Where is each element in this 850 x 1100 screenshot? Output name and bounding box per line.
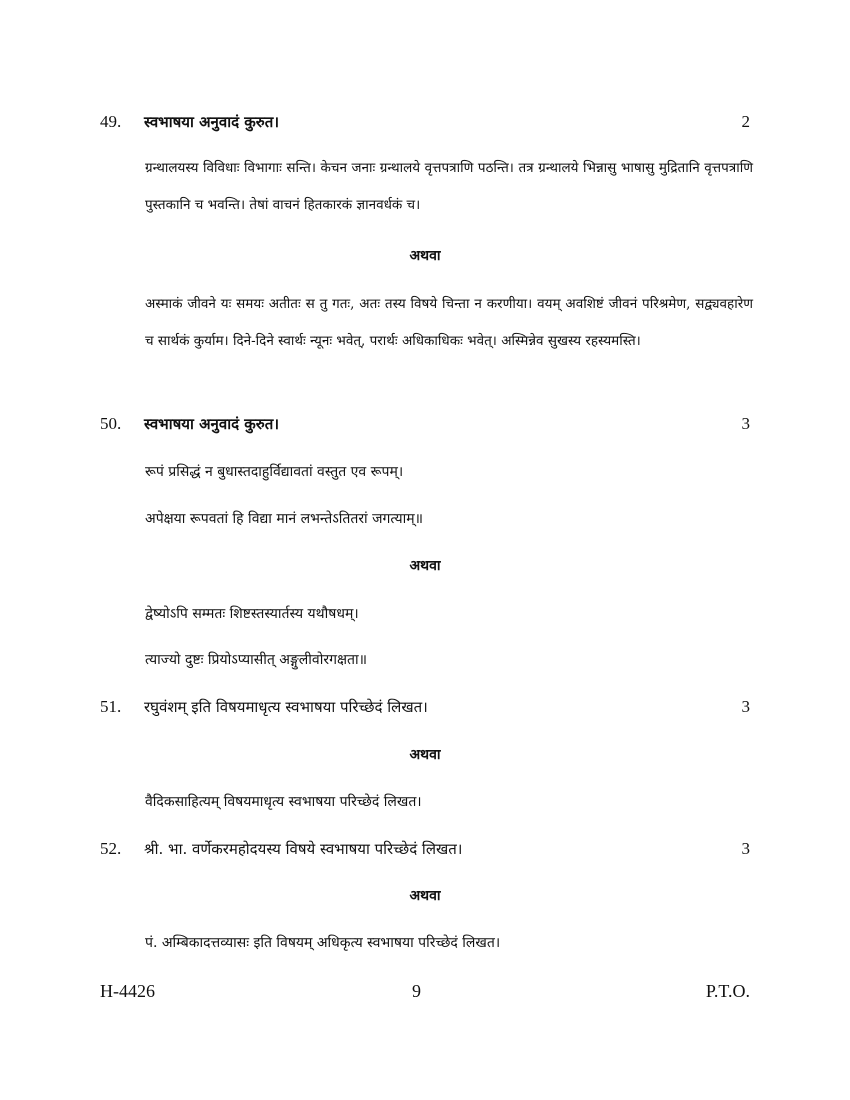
- question-52: [100, 839, 750, 859]
- q50-verse-line-2: अपेक्षया रूपवतां हि विद्या मानं लभन्तेऽतितरां जगत्याम्॥: [145, 511, 423, 527]
- question-49: [100, 112, 750, 132]
- q50-alt-line-2: त्याज्यो दुष्टः प्रियोऽप्यासीत् अङ्गुलीवोरगक्षता॥: [145, 652, 367, 668]
- question-instruction: स्वभाषया अनुवादं कुरुत।: [144, 113, 280, 131]
- question-marks: 2: [741, 112, 750, 131]
- question-instruction: श्री. भा. वर्णेकरमहोदयस्य विषये स्वभाषया परिच्छेदं लिखत।: [144, 840, 463, 858]
- q50-verse-line-1: रूपं प्रसिद्धं न बुधास्तदाहुर्विद्यावतां वस्तुत एव रूपम्।: [145, 464, 404, 480]
- question-marks: 3: [741, 414, 750, 433]
- q52-or-label: अथवा: [409, 888, 441, 904]
- q52-alt-text: पं. अम्बिकादत्तव्यासः इति विषयम् अधिकृत्य स्वभाषया परिच्छेदं लिखत।: [145, 935, 501, 951]
- question-instruction: रघुवंशम् इति विषयमाधृत्य स्वभाषया परिच्छेदं लिखत।: [144, 698, 428, 716]
- question-51: [100, 697, 750, 717]
- question-marks: 3: [741, 839, 750, 858]
- question-number: 51.: [100, 697, 122, 716]
- question-instruction: स्वभाषया अनुवादं कुरुत।: [144, 415, 280, 433]
- q51-or-label: अथवा: [409, 747, 441, 763]
- question-50: [100, 414, 750, 434]
- pto-label: P.T.O.: [705, 981, 750, 1001]
- question-number: 52.: [100, 839, 122, 858]
- q49-or-label: अथवा: [409, 248, 441, 264]
- question-number: 49.: [100, 112, 122, 131]
- question-marks: 3: [741, 697, 750, 716]
- q49-passage: ग्रन्थालयस्य विविधाः विभागाः सन्ति। केचन जनाः ग्रन्थालये वृत्तपत्राणि पठन्ति। तत्र ग्रन्थालये भिन्नासु भाषासु मुद्रितानि वृत्तपत्राणि पुस्तकानि च भवन्ति। तेषां वाचनं हितकारकं ज्ञानवर्धकं च।: [145, 160, 753, 213]
- q50-alt-line-1: द्वेष्योऽपि सम्मतः शिष्टस्तस्यार्तस्य यथौषधम्।: [145, 606, 359, 622]
- q51-alt-text: वैदिकसाहित्यम् विषयमाधृत्य स्वभाषया परिच्छेदं लिखत।: [145, 794, 422, 810]
- page-number: 9: [412, 981, 421, 1001]
- question-number: 50.: [100, 414, 122, 433]
- q50-or-label: अथवा: [409, 558, 441, 574]
- paper-code: H-4426: [100, 981, 155, 1001]
- q49-alt-passage: अस्माकं जीवने यः समयः अतीतः स तु गतः, अतः तस्य विषये चिन्ता न करणीया। वयम् अवशिष्टं जीवनं परिश्रमेण, सद्व्यवहारेण च सार्थकं कुर्याम। दिने-दिने स्वार्थः न्यूनः भवेत्, परार्थः अधिकाधिकः भवेत्। अस्मिन्नेव सुखस्य रहस्यमस्ति।: [145, 296, 753, 349]
